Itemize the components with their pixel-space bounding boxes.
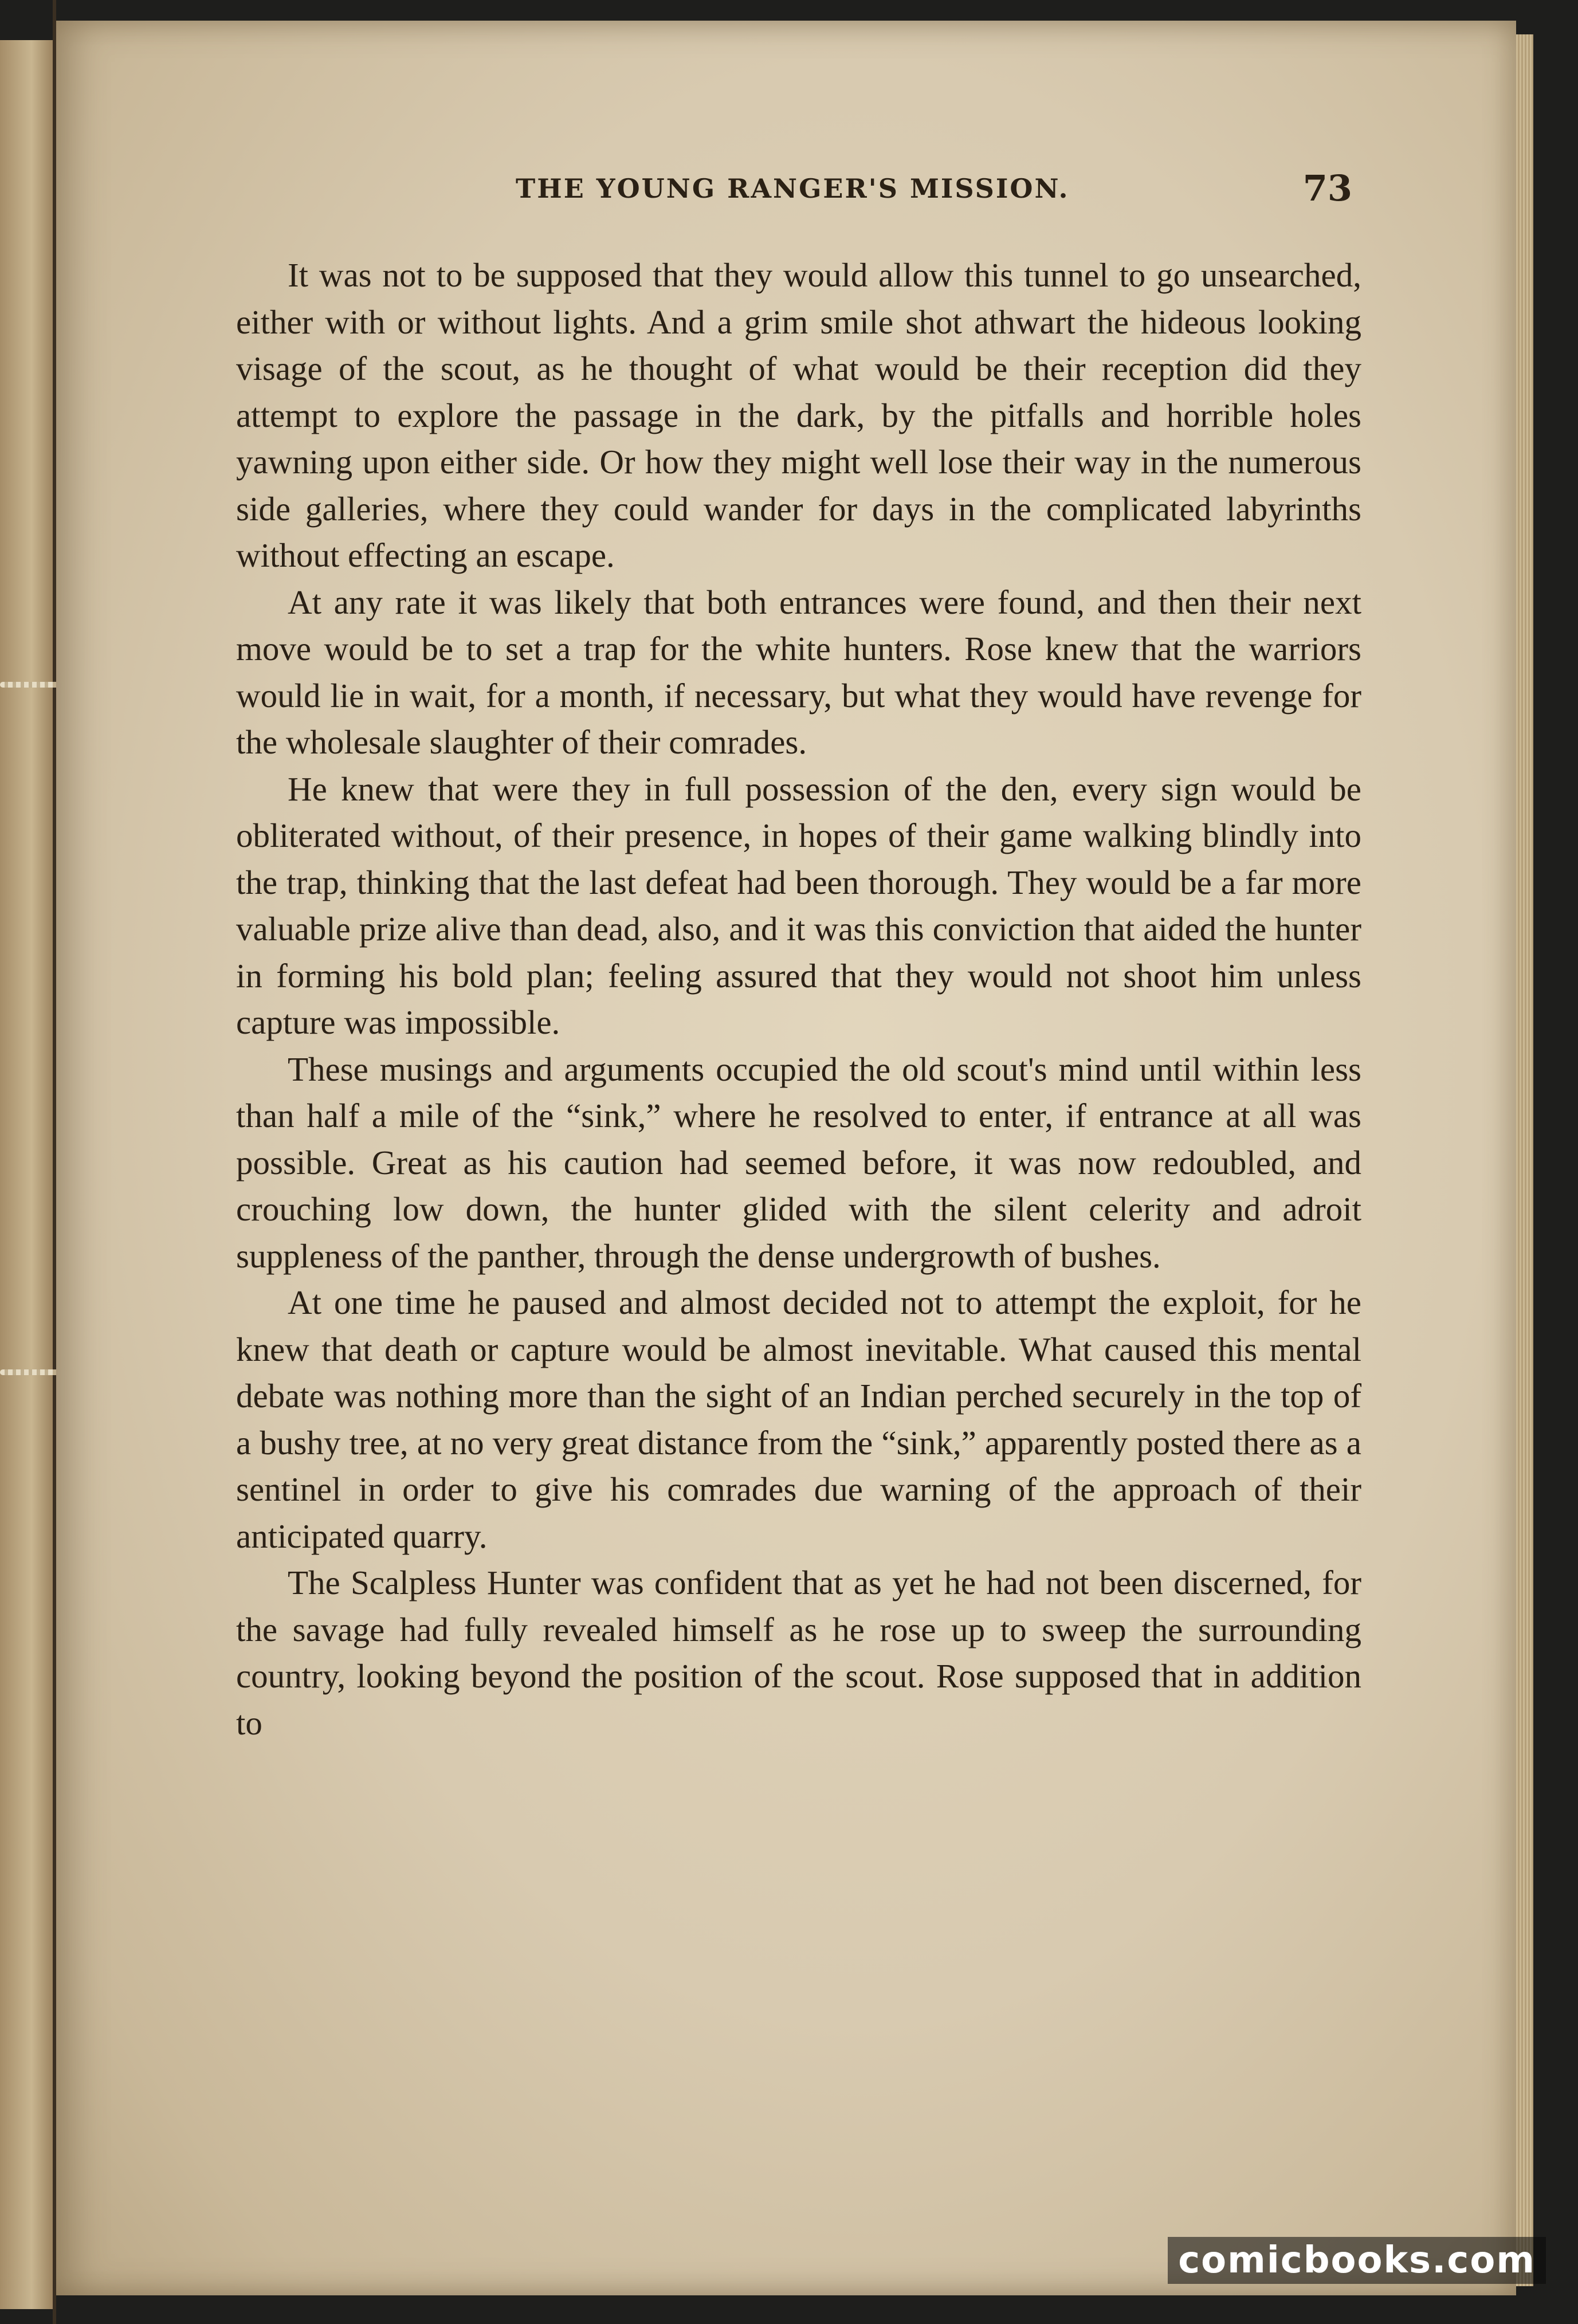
page-number: 73 <box>1302 167 1352 209</box>
paragraph-4: These musings and arguments occupied the old scout's mind until within less than half a mile of the “sink,” where he resolved to enter, if entrance at all was possible. Great as his caution had seemed before, it was now redoubled, and crouching low down, the hunter glided with the silent celerity and adroit suppleness of the panther, through the dense undergrowth of bushes. <box>236 1050 1361 1275</box>
paragraph-1: It was not to be supposed that they would allow this tunnel to go unsearched, either with or without lights. And a grim smile shot athwart the hideous looking visage of the scout, as he thought of what would be their reception did they attempt to explore the passage in the dark, by the pitfalls and horrible holes yawning upon either side. Or how they might well lose their way in the numerous side galleries, where they could wander for days in the complicated labyrinths without effecting an escape. <box>236 256 1361 574</box>
paragraph-6: The Scalpless Hunter was confident that as yet he had not been discerned, for the savage had fully revealed himself as he rose up to sweep the surrounding country, looking beyond the position of the scout. Rose supposed that in addition to <box>236 1564 1361 1742</box>
page-stack-edge <box>1516 34 1533 2286</box>
paragraph-3: He knew that were they in full possession of the den, every sign would be obliterated without, of their presence, in hopes of their game walking blindly into the trap, thinking that the last defeat had been thorough. They would be a far more valuable prize alive than dead, also, and it was this conviction that aided the hunter in forming his bold plan; feeling assured that they would not shoot him unless capture was impossible. <box>236 770 1361 1041</box>
running-head: THE YOUNG RANGER'S MISSION. <box>516 173 1070 204</box>
page-header <box>218 167 1352 225</box>
page-body <box>236 252 1361 1746</box>
facing-page-edge <box>0 40 56 2309</box>
paragraph-2: At any rate it was likely that both entrances were found, and then their next move would be to set a trap for the white hunters. Rose knew that the warriors would lie in wait, for a month, if necessary, but what they would have revenge for the wholesale slaughter of their comrades. <box>236 583 1361 761</box>
paragraph-5: At one time he paused and almost decided not to attempt the exploit, for he knew that death or capture would be almost inevitable. What caused this mental debate was nothing more than the sight of an Indian perched securely in the top of a bushy tree, at no very great distance from the “sink,” apparently posted there as a sentinel in order to give his comrades due warning of the approach of their anticipated quarry. <box>236 1283 1361 1555</box>
site-watermark: comicbooks.com <box>1168 2237 1546 2284</box>
